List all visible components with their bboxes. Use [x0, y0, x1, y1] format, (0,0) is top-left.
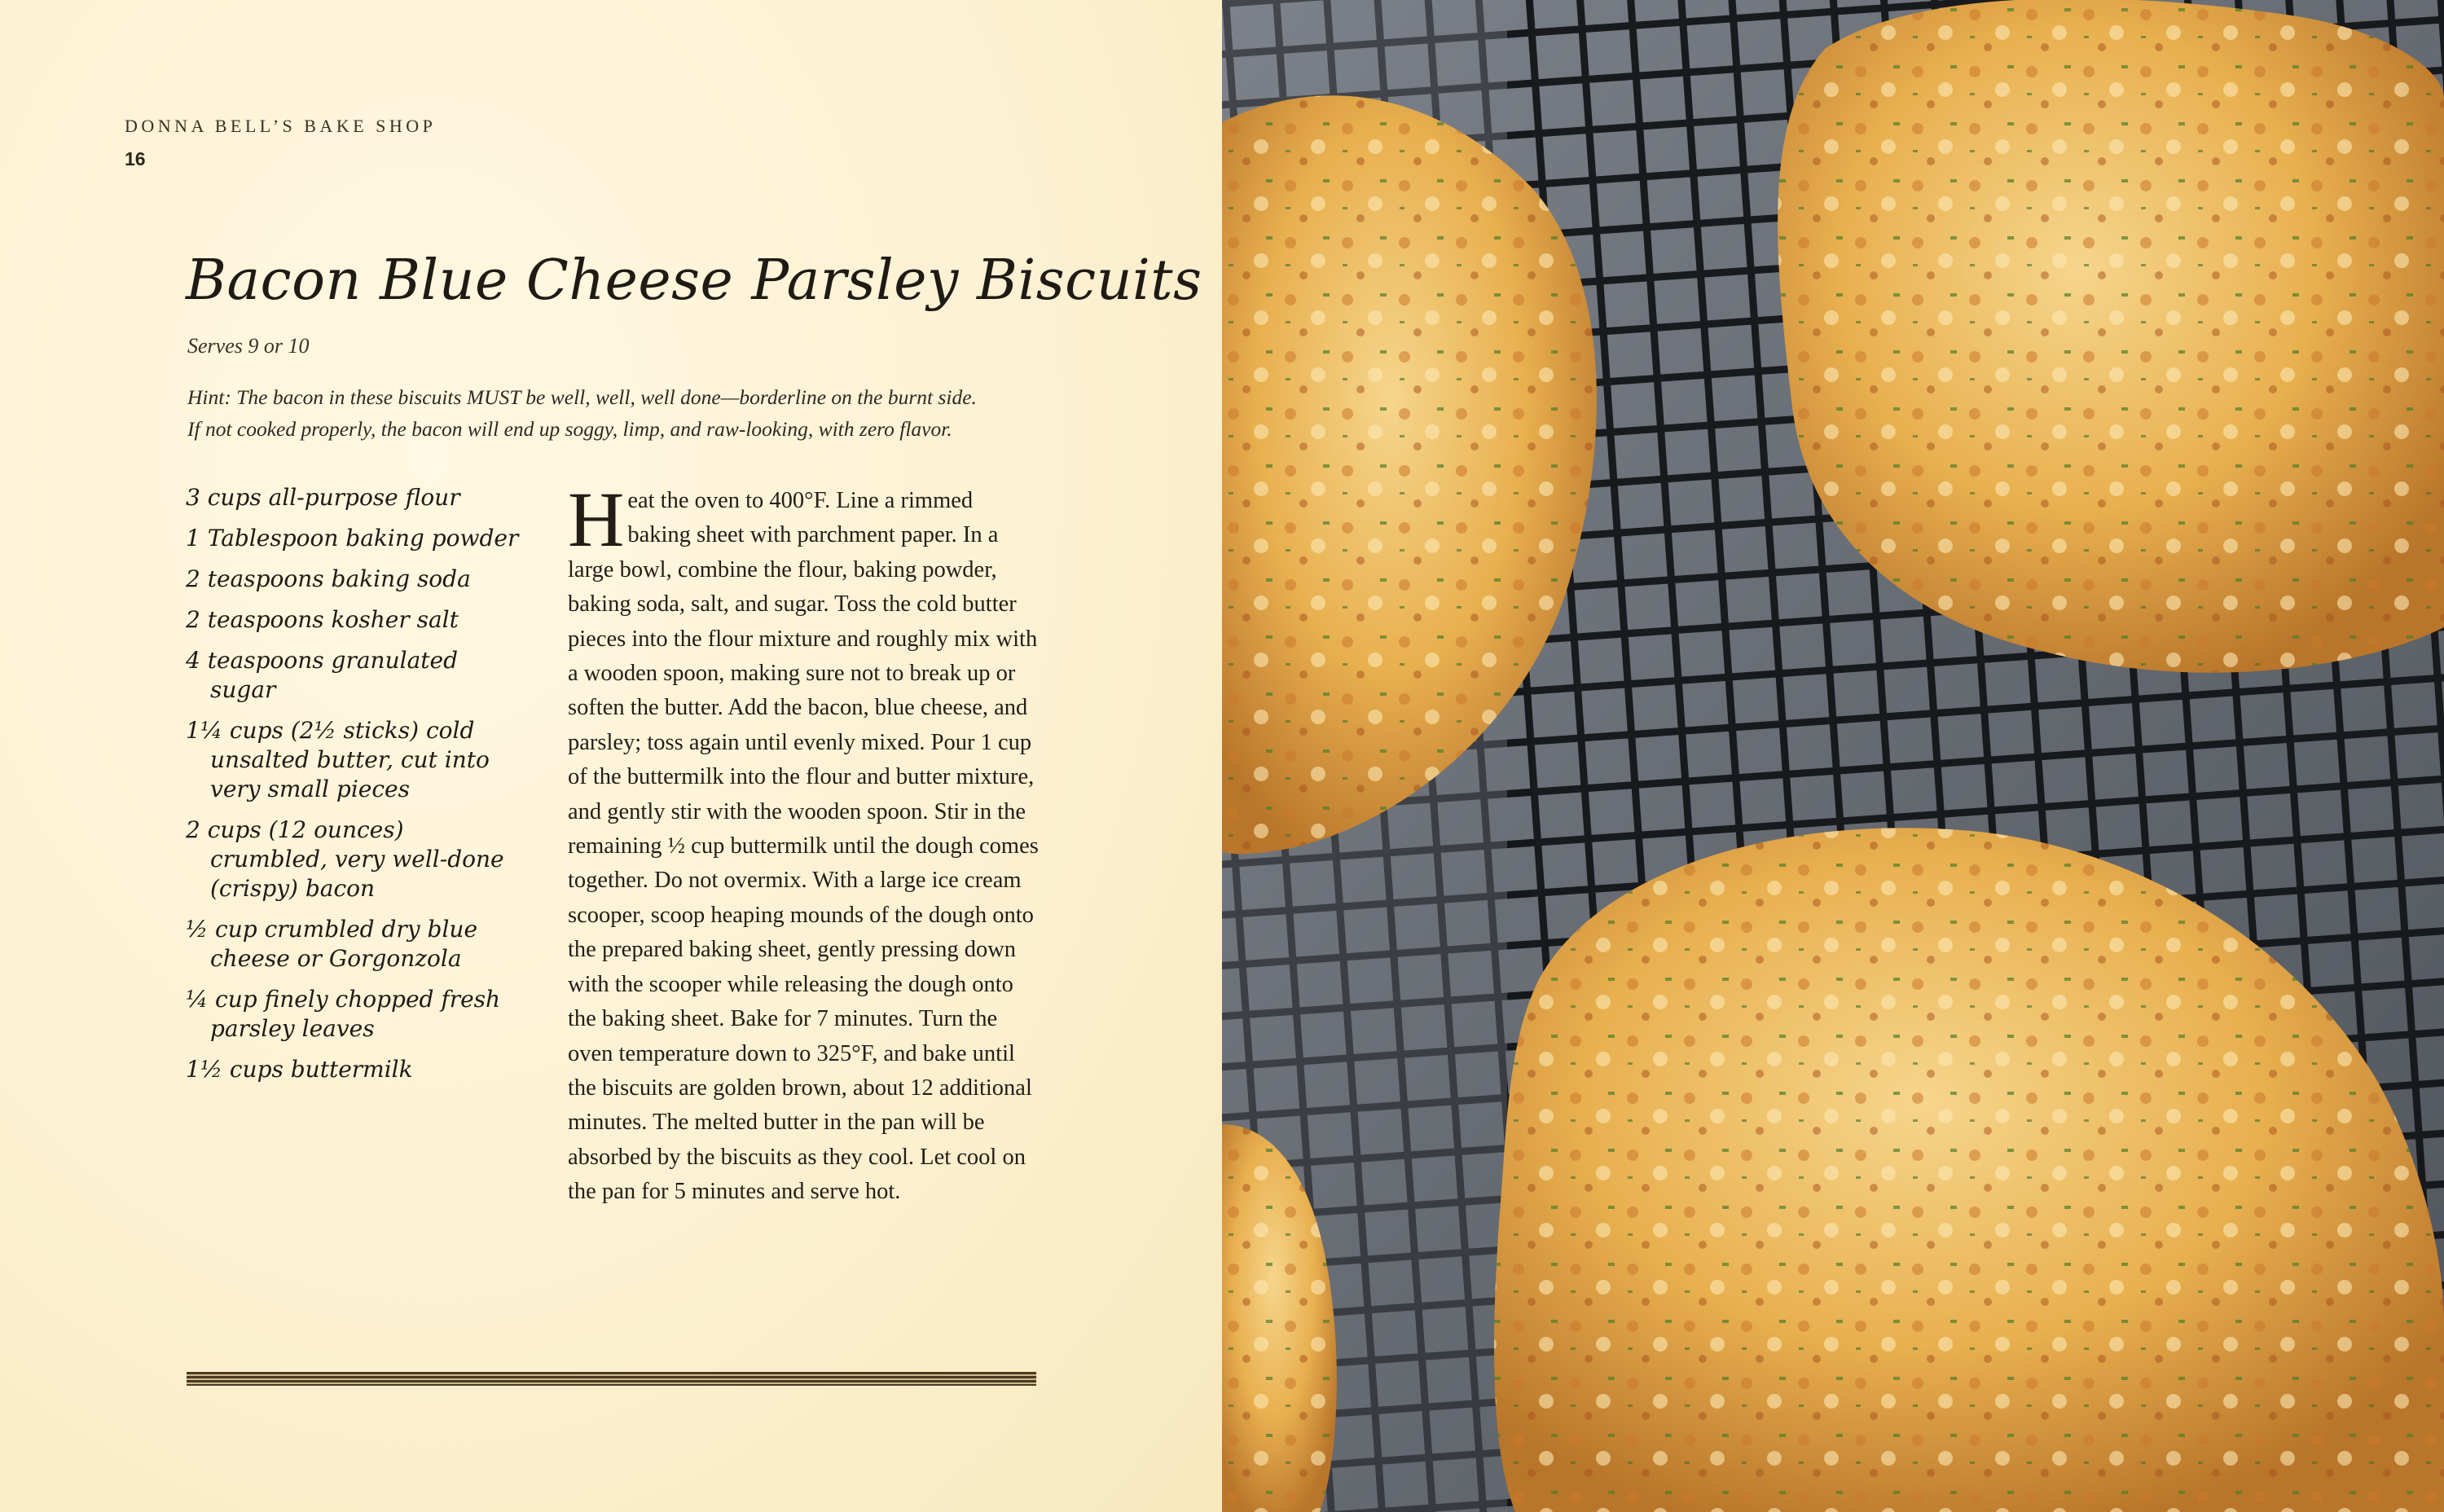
ingredient-item: 2 cups (12 ounces) crumbled, very well-done (crispy) bacon: [186, 816, 504, 902]
ingredient-item: 1 Tablespoon baking powder: [186, 525, 519, 552]
biscuit-photo: [1222, 0, 2444, 1512]
hint-line: If not cooked properly, the bacon will end up soggy, limp, and raw-looking, with zero flavor.: [187, 417, 952, 441]
hint-text: [187, 381, 1043, 445]
ingredient-item: ¼ cup finely chopped fresh parsley leaves: [186, 986, 501, 1042]
ingredient-item: ½ cup crumbled dry blue cheese or Gorgonzola: [186, 916, 478, 972]
running-header: [125, 116, 436, 170]
biscuit-photo-illustration: [1222, 0, 2444, 1512]
ingredient-item: 3 cups all-purpose flour: [186, 484, 460, 511]
ingredient-item: 2 teaspoons kosher salt: [186, 606, 459, 633]
ingredient-item: 1½ cups buttermilk: [186, 1056, 413, 1083]
ingredient-item: 4 teaspoons granulated sugar: [186, 647, 459, 703]
ingredient-list: [186, 483, 528, 1096]
hint-line: Hint: The bacon in these biscuits MUST be well, well, well done—borderline on the burnt side.: [187, 385, 977, 409]
ingredient-item: 2 teaspoons baking soda: [186, 565, 471, 592]
book-title: DONNA BELL’S BAKE SHOP: [125, 116, 437, 136]
ingredient-item: 1¼ cups (2½ sticks) cold unsalted butter, cut into very small pieces: [186, 717, 490, 802]
decorative-rule: [187, 1372, 1036, 1386]
method-text: [568, 476, 1039, 1210]
serves-note: Serves 9 or 10: [187, 334, 310, 358]
recipe-title: Bacon Blue Cheese Parsley Biscuits: [186, 248, 1202, 313]
method-body: eat the oven to 400°F. Line a rimmed baking sheet with parchment paper. In a large bowl, combine the flour, baking powder, baking soda, salt, and sugar. Toss the cold butter pieces into the flour mixture and roughly mix with a wooden spoon, making sure not to break up or soften the butter. Add the bacon, blue cheese, and parsley; toss again until evenly mixed. Pour 1 cup of the buttermilk into the flour and butter mixture, and gently stir with the wooden spoon. Stir in the remaining ½ cup buttermilk until the dough comes together. Do not overmix. With a large ice cream scooper, scoop heaping mounds of the dough onto the prepared baking sheet, gently pressing down with the scooper while releasing the dough onto the baking sheet. Bake for 7 minutes. Turn the oven temperature down to 325°F, and bake until the biscuits are golden brown, about 12 additional minutes. The melted butter in the pan will be absorbed by the biscuits as they cool. Let cool on the pan for 5 minutes and serve hot.: [568, 488, 1039, 1205]
drop-cap: H: [568, 476, 625, 563]
page-number: 16: [125, 148, 146, 169]
